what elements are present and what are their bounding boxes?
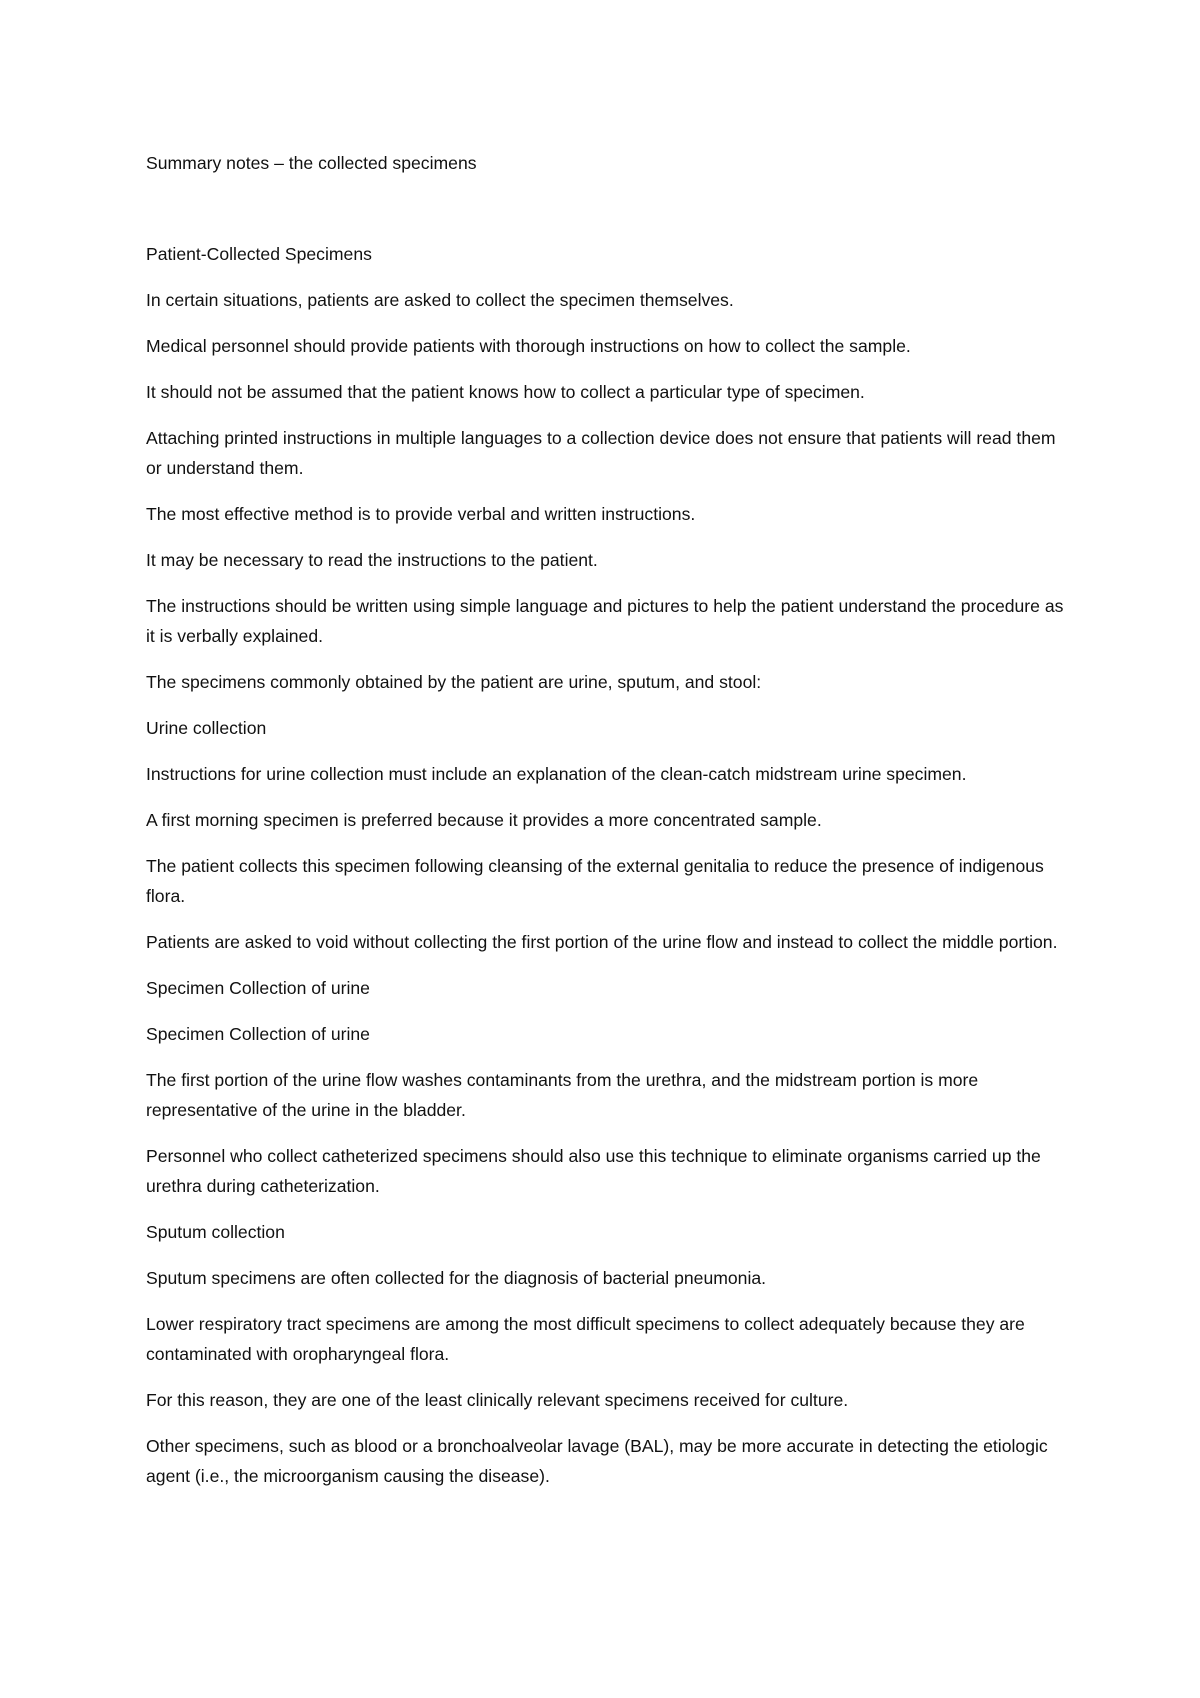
paragraph: It should not be assumed that the patient knows how to collect a particular type of specimen. xyxy=(146,382,865,402)
section-heading: Patient-Collected Specimens xyxy=(146,244,372,264)
paragraph: Medical personnel should provide patients with thorough instructions on how to collect the sample. xyxy=(146,336,911,356)
document-title: Summary notes – the collected specimens xyxy=(146,153,477,173)
paragraph: Sputum specimens are often collected for the diagnosis of bacterial pneumonia. xyxy=(146,1268,767,1288)
document-body xyxy=(146,148,1071,1507)
paragraph: It may be necessary to read the instructions to the patient. xyxy=(146,550,598,570)
paragraph: Personnel who collect catheterized specimens should also use this technique to eliminate organisms carried up the urethra during catheterization. xyxy=(146,1146,1041,1196)
paragraph: Instructions for urine collection must include an explanation of the clean-catch midstream urine specimen. xyxy=(146,764,967,784)
paragraph: Patients are asked to void without collecting the first portion of the urine flow and instead to collect the middle portion. xyxy=(146,932,1058,952)
paragraph: Lower respiratory tract specimens are among the most difficult specimens to collect adequately because they are contaminated with oropharyngeal flora. xyxy=(146,1314,1025,1364)
paragraph: The instructions should be written using simple language and pictures to help the patient understand the procedure as it is verbally explained. xyxy=(146,596,1064,646)
paragraph: Other specimens, such as blood or a bronchoalveolar lavage (BAL), may be more accurate in detecting the etiologic agent (i.e., the microorganism causing the disease). xyxy=(146,1436,1048,1486)
paragraph: In certain situations, patients are asked to collect the specimen themselves. xyxy=(146,290,734,310)
paragraph: For this reason, they are one of the least clinically relevant specimens received for culture. xyxy=(146,1390,849,1410)
section-heading: Specimen Collection of urine xyxy=(146,978,370,998)
paragraph: The patient collects this specimen following cleansing of the external genitalia to reduce the presence of indigenous flora. xyxy=(146,856,1044,906)
paragraph: The specimens commonly obtained by the patient are urine, sputum, and stool: xyxy=(146,672,762,692)
section-heading: Urine collection xyxy=(146,718,267,738)
paragraph: The first portion of the urine flow washes contaminants from the urethra, and the midstream portion is more representative of the urine in the bladder. xyxy=(146,1070,979,1120)
paragraph: Attaching printed instructions in multiple languages to a collection device does not ensure that patients will read them or understand them. xyxy=(146,428,1056,478)
paragraph: A first morning specimen is preferred because it provides a more concentrated sample. xyxy=(146,810,822,830)
section-heading: Sputum collection xyxy=(146,1222,285,1242)
section-heading: Specimen Collection of urine xyxy=(146,1024,370,1044)
paragraph: The most effective method is to provide verbal and written instructions. xyxy=(146,504,696,524)
